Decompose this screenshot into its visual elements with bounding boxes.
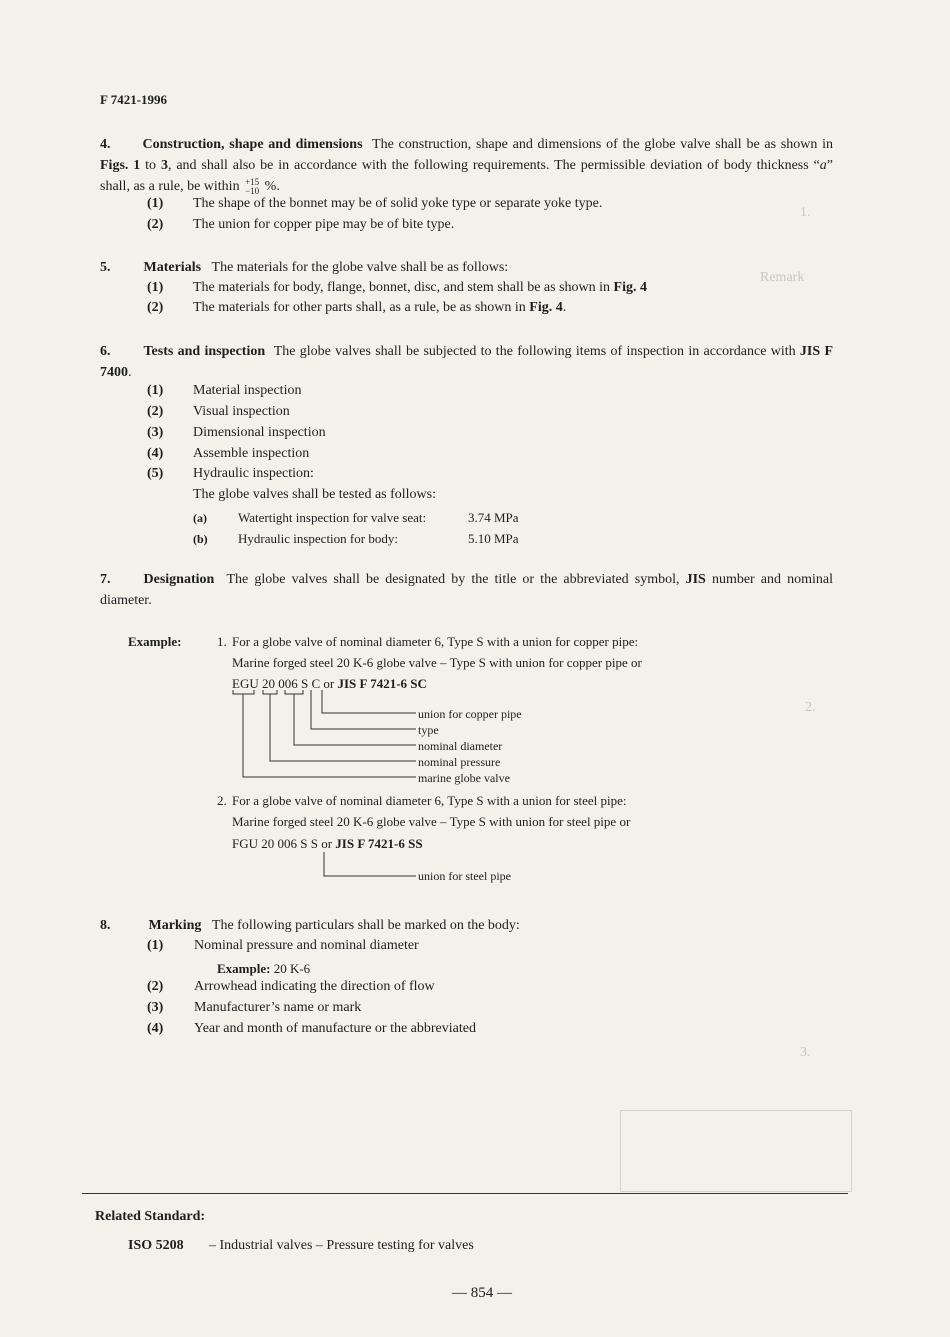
diagram-label: union for steel pipe [418, 869, 511, 883]
tolerance-upper: +15 [245, 176, 260, 187]
sub-item-number: (b) [193, 532, 208, 546]
example-label: Example: [217, 961, 271, 976]
sub-item-value: 5.10 MPa [468, 531, 519, 546]
code-standard: JIS F 7421-6 SS [335, 836, 423, 851]
leader-type [311, 690, 416, 729]
bleed-through: 3. [800, 1045, 811, 1060]
leader-marine-globe-valve [243, 694, 416, 777]
list-item: Dimensional inspection [193, 425, 326, 440]
list-item: Manufacturer’s name or mark [194, 1000, 362, 1015]
bracket-20 [263, 690, 277, 694]
example-label: Example: [128, 634, 182, 649]
sub-item-value: 3.74 MPa [468, 510, 519, 525]
section-title: Marking [148, 918, 202, 933]
list-item-text: The materials for other parts shall, as a rule, be as shown in [193, 300, 530, 315]
leader-nominal-pressure [270, 694, 416, 761]
section-title: Construction, shape and dimensions [142, 137, 363, 152]
section-text: The following particulars shall be marked on the body: [211, 918, 520, 933]
section-text: number and nominal diameter. [100, 572, 834, 608]
list-item [193, 280, 647, 296]
figure-ref: Figs. 1 [100, 158, 141, 173]
bracket-egu [233, 690, 254, 694]
bleed-through: Remark [760, 270, 805, 285]
list-item-number: (3) [147, 425, 164, 440]
section-text: to [140, 158, 161, 173]
example-1-line: For a globe valve of nominal diameter 6, Type S with a union for copper pipe: [232, 634, 639, 649]
example-2-line: Marine forged steel 20 K-6 globe valve – Type S with union for steel pipe or [232, 814, 631, 829]
example-2-line: For a globe valve of nominal diameter 6, Type S with a union for steel pipe: [232, 793, 627, 808]
section-number: 7. [100, 572, 111, 587]
list-item-number: (5) [147, 466, 164, 481]
bleed-through: 2. [805, 700, 816, 715]
designation-diagram [230, 688, 430, 788]
list-item-number: (1) [147, 938, 164, 953]
code-text: FGU 20 006 S S or [232, 836, 336, 851]
section-number: 4. [100, 137, 111, 152]
list-item: Assemble inspection [193, 446, 310, 461]
list-item-number: (2) [147, 300, 164, 315]
list-item: The shape of the bonnet may be of solid yoke type or separate yoke type. [193, 196, 603, 211]
section-4 [100, 134, 833, 197]
figure-ref: Fig. 4 [613, 280, 647, 295]
diagram-label: union for copper pipe [418, 707, 522, 721]
related-standard-description: – Industrial valves – Pressure testing for valves [209, 1238, 474, 1253]
code-standard: JIS F 7421-6 SC [337, 676, 427, 691]
section-title: Tests and inspection [143, 344, 266, 359]
list-item: Year and month of manufacture or the abbreviated [194, 1021, 476, 1036]
list-item-number: (1) [147, 383, 164, 398]
list-item: Nominal pressure and nominal diameter [194, 938, 419, 953]
list-item: Visual inspection [193, 404, 290, 419]
list-item-number: (2) [147, 404, 164, 419]
section-number: 8. [100, 918, 111, 933]
page-number: — 854 — [452, 1285, 512, 1301]
list-item-number: (1) [147, 196, 164, 211]
leader-nominal-diameter [294, 694, 416, 745]
section-text: . [128, 365, 132, 380]
bleed-through: 1. [800, 205, 811, 220]
section-title: Materials [143, 260, 202, 275]
example-value: 20 K-6 [273, 961, 311, 976]
code-text: EGU 20 006 S C or [232, 676, 338, 691]
list-item [193, 300, 566, 316]
sub-item: Hydraulic inspection for body: [238, 531, 398, 546]
sub-item-number: (a) [193, 511, 207, 525]
list-item-number: (2) [147, 217, 164, 232]
tolerance-unit: %. [264, 179, 280, 194]
bracket-006 [285, 690, 303, 694]
list-item: The union for copper pipe may be of bite type. [193, 217, 455, 232]
section-text: The globe valves shall be subjected to the following items of inspection in accordance with [273, 344, 800, 359]
section-6 [100, 341, 833, 383]
leader-union-copper-pipe [322, 690, 416, 713]
figure-ref: Fig. 4 [529, 300, 563, 315]
list-item: Arrowhead indicating the direction of flow [194, 979, 435, 994]
section-7 [100, 569, 833, 611]
list-item: Hydraulic inspection: [193, 466, 314, 481]
section-text: The construction, shape and dimensions of the globe valve shall be as shown in [372, 137, 834, 152]
section-8-heading [100, 917, 520, 935]
section-number: 6. [100, 344, 111, 359]
example-1-number: 1. [217, 634, 227, 649]
section-text: The materials for the globe valve shall be as follows: [211, 260, 509, 275]
list-item-number: (4) [147, 446, 164, 461]
doc-number: F 7421-1996 [100, 92, 168, 107]
example-2-number: 2. [217, 793, 227, 808]
figure-ref: 3 [160, 158, 168, 173]
diagram-label: type [418, 723, 439, 737]
section-title: Designation [143, 572, 215, 587]
divider [82, 1193, 848, 1194]
sub-item: Watertight inspection for valve seat: [238, 510, 427, 525]
jis-label: JIS [685, 572, 706, 587]
leader-union-steel-pipe [324, 852, 416, 876]
list-item: Material inspection [193, 383, 302, 398]
hydraulic-intro: The globe valves shall be tested as follows: [193, 487, 436, 502]
list-item-number: (2) [147, 979, 164, 994]
related-standard-number: ISO 5208 [128, 1238, 184, 1253]
section-text: , and shall also be in accordance with the following requirements. The permissible deviation of body thickness “ [167, 158, 820, 173]
bleed-through-table [620, 1110, 852, 1192]
list-item-number: (4) [147, 1021, 164, 1036]
tolerance [245, 178, 259, 196]
list-item-text: The materials for body, flange, bonnet, disc, and stem shall be as shown in [193, 280, 614, 295]
list-item-number: (3) [147, 1000, 164, 1015]
standard-ref: JIS F 7400 [100, 344, 833, 380]
section-text: The globe valves shall be designated by the title or the abbreviated symbol, [226, 572, 686, 587]
section-number: 5. [100, 260, 111, 275]
related-standard-title: Related Standard: [95, 1209, 206, 1224]
marking-example [217, 960, 310, 977]
diagram-label: nominal diameter [418, 739, 503, 753]
section-text: ” shall, as a rule, be within [100, 158, 834, 194]
tolerance-lower: −10 [245, 185, 260, 196]
section-5-heading [100, 259, 508, 277]
diagram-label: nominal pressure [418, 755, 501, 769]
list-item-number: (1) [147, 280, 164, 295]
list-item-text: . [562, 300, 567, 315]
symbol: a [819, 158, 827, 173]
diagram-label: marine globe valve [418, 771, 510, 785]
example-1-line: Marine forged steel 20 K-6 globe valve – Type S with union for copper pipe or [232, 655, 642, 670]
designation-diagram-2 [320, 850, 420, 880]
